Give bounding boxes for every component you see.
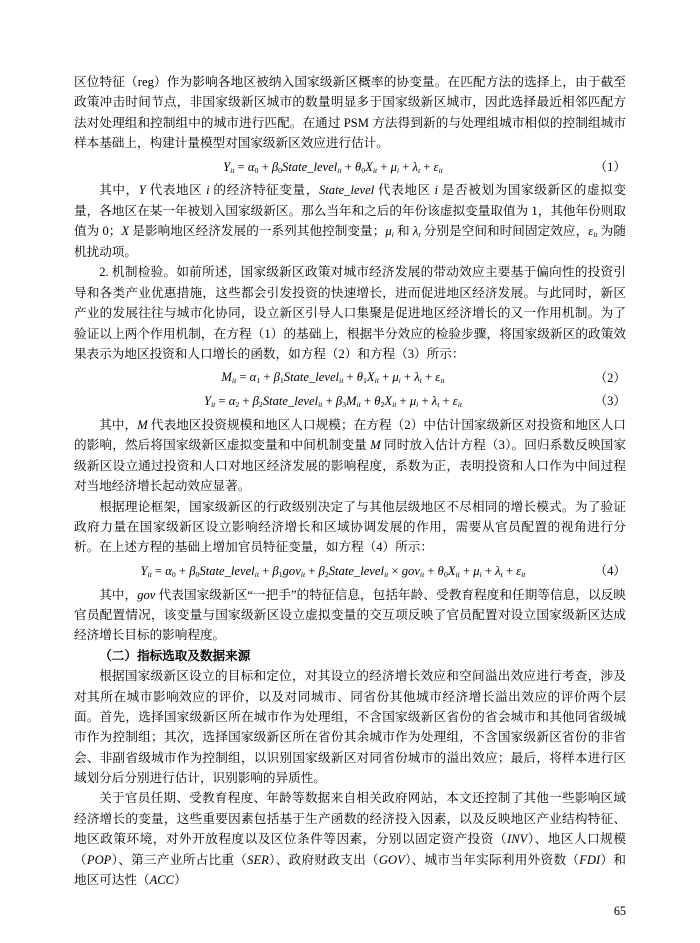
paragraph-1: 区位特征（reg）作为影响各地区被纳入国家级新区概率的协变量。在匹配方法的选择上，由于截至政策冲击时间节点，非国家级新区城市的数量明显多于国家级新区城市，因此选择最近相邻匹配方法对处理组和控制组中的城市进行匹配。在通过 PSM 方法得到新的与处理组城市相似的控制组城市样本基础上，构建计量模型对国家级新区效应进行估计。: [74, 75, 626, 151]
page-body: [74, 72, 626, 890]
equation-2-row: [74, 367, 626, 388]
paragraph-2: 其中，Y 代表地区 i 的经济特征变量，State_level 代表地区 i 是否被划为国家级新区的虚拟变量，各地区在某一年被划入国家级新区。那么当年和之后的年份该虚拟变量取值为 1，其他年份则取值为 0；X 是影响地区经济发展的一系列其他控制变量；$\mu_i$ 和 $\lambda_t$ 分别是空间和时间固定效应，$\varepsilon_{it}$ 为随机扰动项。: [74, 183, 627, 259]
paragraph-7: 根据国家级新区设立的目标和定位，对其设立的经济增长效应和空间溢出效应进行考查，涉及对其所在城市影响效应的评价，以及对同城市、同省份其他城市经济增长溢出效应的评价两个层面。首先，选择国家级新区所在城市作为处理组，不含国家级新区省份的省会城市和其他同省级城市作为控制组；其次，选择国家级新区所在省份其余城市作为处理组，不含国家级新区省份的非省会、非副省级城市作为控制组，以识别国家级新区对同省份城市的溢出效应；最后，将样本进行区域划分后分别进行估计，识别影响的异质性。: [74, 669, 626, 786]
paragraph-8: 关于官员任期、受教育程度、年龄等数据来自相关政府网站，本文还控制了其他一些影响区域经济增长的变量，这些重要因素包括基于生产函数的经济投入因素，以及反映地区产业结构特征、地区政策环境，对外开放程度以及区位条件等因素，分别以固定资产投资（INV）、地区人口规模（POP）、第三产业所占比重（SER）、政府财政支出（GOV）、城市当年实际利用外资数（FDI）和地区可达性（ACC）: [74, 791, 627, 888]
equation-1-row: [74, 157, 626, 178]
equation-3-row: [74, 391, 626, 412]
section-heading: （二）指标选取及数据来源: [99, 648, 251, 663]
equation-3-number: （3）: [594, 394, 627, 409]
paragraph-4: 其中，M 代表地区投资规模和地区人口规模；在方程（2）中估计国家级新区对投资和地区人口的影响，然后将国家级新区虚拟变量和中间机制变量 M 同时放入估计方程（3）。回归系数反映国家级新区设立通过投资和人口对地区经济发展的影响程度，系数为正，表明投资和人口作为中间过程对当地经济增长起动效应显著。: [74, 418, 626, 494]
paragraph-5: 根据理论框架，国家级新区的行政级别决定了与其他层级地区不尽相同的增长模式。为了验证政府力量在国家级新区设立影响经济增长和区域协调发展的作用，需要从官员配置的视角进行分析。在上述方程的基础上增加官员特征变量，如方程（4）所示：: [74, 499, 626, 555]
equation-2-number: （2）: [594, 370, 626, 385]
equation-4-row: [74, 561, 626, 582]
equation-1-number: （1）: [594, 159, 627, 174]
equation-1-expression: $Y_{it} = \alpha_0$ + $\beta_0State\_level_{it} + \theta_0X_{it} + \mu_i + \lambda_t + \varepsilon_{it}$: [223, 159, 443, 175]
equation-4-number: （4）: [594, 563, 627, 578]
page-number: 65: [613, 904, 626, 918]
equation-4-expression: $Y_{it} = \alpha_0$ + $\beta_0State\_level_{it} + \beta_1gov_{it}$ + $\beta_2State\_level_{it} \times gov_{it} + \theta_0X_{it} + \mu_i + \lambda_t + \varepsilon_{it}$: [140, 563, 526, 579]
paragraph-6: 其中，gov 代表国家级新区“一把手”的特征信息，包括年龄、受教育程度和任期等信息，以反映官员配置情况，该变量与国家级新区设立虚拟变量的交互项反映了官员配置对设立国家级新区达成经济增长目标的影响程度。: [74, 587, 627, 643]
paragraph-3: 2. 机制检验。如前所述，国家级新区政策对城市经济发展的带动效应主要基于偏向性的投资引导和各类产业优惠措施，这些都会引发投资的快速增长，进而促进地区经济发展。与此同时，新区产业的发展往往与城市化协同，设立新区引导人口集聚是促进地区经济增长的又一作用机制。为了验证以上两个作用机制，在方程（1）的基础上，根据半分效应的检验步骤，将国家级新区的政策效果表示为地区投资和人口增长的函数，如方程（2）和方程（3）所示：: [74, 265, 626, 361]
equation-2-expression: $M_{it} = \alpha_1$ + $\beta_1State\_level_{it} + \theta_1X_{it} + \mu_i + \lambda_t + \varepsilon_{it}$: [221, 370, 445, 386]
equation-3-expression: $Y_{it} = \alpha_2$ + $\beta_2State\_level_{it} + \beta_3M_{it} + \theta_2X_{it} + \mu_i + \lambda_t + \varepsilon_{it}$: [203, 394, 463, 410]
